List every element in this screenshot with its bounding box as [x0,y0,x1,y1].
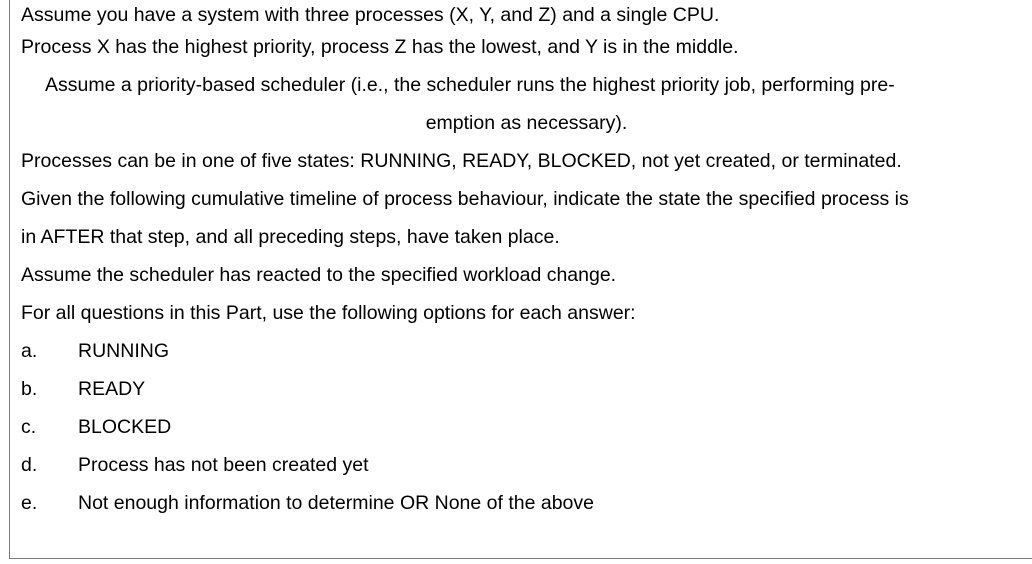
timeline-line-1: Given the following cumulative timeline of process behaviour, indicate the state the specified process is [21,188,909,210]
option-e [21,488,1032,526]
reaction-line: Assume the scheduler has reacted to the specified workload change. [21,264,617,286]
intro-line-1: Assume you have a system with three processes (X, Y, and Z) and a single CPU. [21,4,720,26]
option-letter: a. [21,340,38,362]
option-letter: e. [21,492,38,514]
question-text [21,0,1032,526]
option-letter: c. [21,416,37,438]
options-intro-line: For all questions in this Part, use the following options for each answer: [21,302,636,324]
option-a [21,336,1032,374]
intro-line-2: Process X has the highest priority, process Z has the lowest, and Y is in the middle. [21,36,739,58]
option-text: READY [78,378,146,400]
option-b [21,374,1032,412]
option-c [21,412,1032,450]
option-text: BLOCKED [78,416,172,438]
option-letter: d. [21,454,38,476]
option-text: RUNNING [78,340,169,362]
option-letter: b. [21,378,38,400]
option-text: Not enough information to determine OR None of the above [78,492,594,514]
scheduler-line-1: Assume a priority-based scheduler (i.e., the scheduler runs the highest priority job, performing pre- [45,74,895,96]
option-text: Process has not been created yet [78,454,369,476]
option-d [21,450,1032,488]
timeline-line-2: in AFTER that step, and all preceding steps, have taken place. [21,226,560,248]
scheduler-line-2: emption as necessary). [425,112,628,134]
states-line: Processes can be in one of five states: RUNNING, READY, BLOCKED, not yet created, or terminated. [21,150,902,172]
